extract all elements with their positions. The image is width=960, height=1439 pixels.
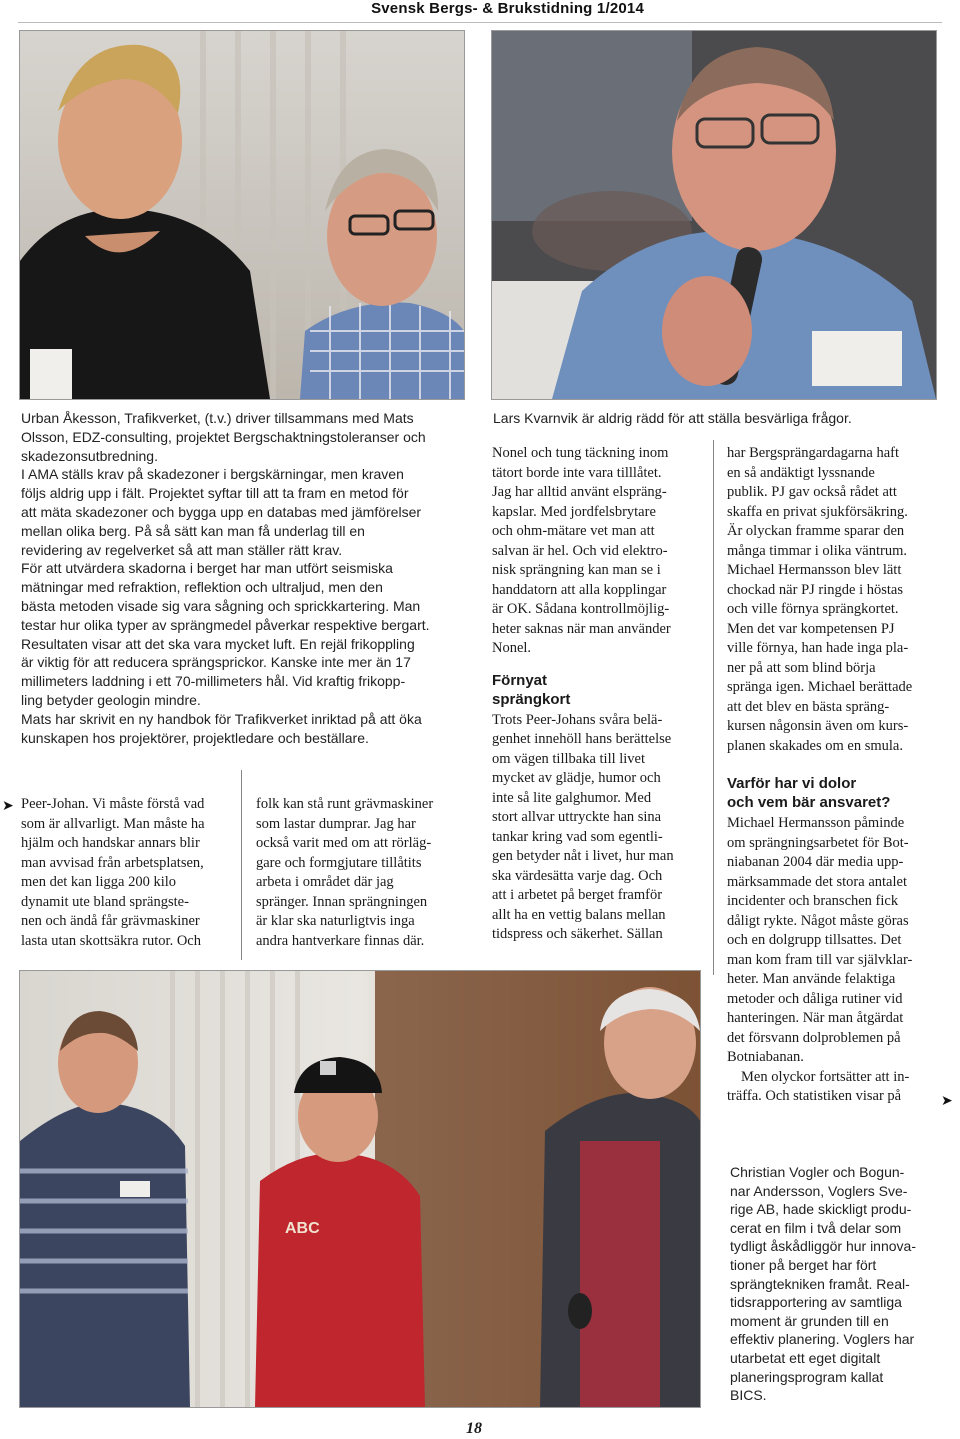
subheading-fornyat-sprangkort: Förnyat sprängkort xyxy=(492,671,571,708)
caption-top-right: Lars Kvarnvik är aldrig rädd för att ställa besvärliga frågor. xyxy=(493,410,852,426)
page-number: 18 xyxy=(466,1420,482,1437)
header-rule xyxy=(18,22,942,23)
article-column-3: Nonel och tung täckning inom tätort borde inte vara tilllåtet. Jag har alltid använt elspräng- kapslar. Med jordfelsbrytare och ohm-mätare vet man att salvan är hel. Och vid elektro- nisk sprängning kan man se i handdatorn att alla kopplingar är OK. Sådana kontrollmöjlig- heter saknas när man använder Nonel. Förnyat sprängkort Trots Peer-Johans svåra belä- genhet innehöll hans berättelse om vägen tillbaka till livet mycket av glädje, humor och inte så lite galghumor. Med stort allvar uttryckte han sina tankar kring vad som egentli- gen betyder nåt i livet, hur man ska värdesätta varje dag. Och att i arbetet på berget framför allt ha en vettig balans mellan tidspress och säkerhet. Sällan xyxy=(492,444,700,945)
svg-text:ABC: ABC xyxy=(285,1220,320,1237)
article-column-4: har Bergsprängardagarna haft en så andäktigt lyssnande publik. PJ gav också rådet att skaffa en privat sjukförsäkring. Är olyckan framme sparar den många timmar i olika väntrum. Michael Hermansson blev lätt chockad när PJ ringde i höstas och ville förnya sprängkortet. Men det var kompetensen PJ ville förnya, han hade inga pla- ner på att som blind börja spränga igen. Michael berättade att det blev en bästa spräng- kursen någonsin även om kurs- planen skakades om en smula. Varför har vi dolor och vem bär ansvaret? Michael Hermansson påminde om sprängningsarbetet för Bot- niabanan 2004 där media upp- märksammade det stora antalet incidenter och branschen fick dåligt rykte. Något måste göras och en dolgrupp tillsattes. Det man kom fram till var självklar- heter. Man använde felaktiga metoder och dåliga rutiner vid hanteringen. När man åtgärdat det försvann dolproblemen på Botniabanan. Men olyckor fortsätter att in- träffa. Och statistiken visar på xyxy=(727,444,935,1107)
photo-illustration xyxy=(20,31,464,399)
photo-bottom xyxy=(19,970,701,1408)
caption-bottom-right: Christian Vogler och Bogun- nar Andersson, Voglers Sve- rige AB, hade skickligt produ- cerat en film i två delar som tydligt åskådliggör hur innova- tioner på berget har fört sprängtekniken framåt. Real- tidsrapportering av samtliga moment är grunden till en effektiv planering. Voglers har utarbetat ett eget digitalt planeringsprogram kallat BICS. xyxy=(730,1164,916,1404)
column-divider xyxy=(241,770,242,960)
photo-top-right xyxy=(491,30,937,400)
column-divider xyxy=(713,440,714,975)
page-header xyxy=(0,0,960,22)
continued-arrow-icon: ➤ xyxy=(941,1094,953,1109)
photo-top-left xyxy=(19,30,465,400)
article-column-2: folk kan stå runt grävmaskiner som lastar dumprar. Jag har också varit med om att rörläg- gare och formgjutare tillåtits arbeta i området där jag spränger. Innan sprängningen är klar ska naturligtvis inga andra hantverkare finnas där. xyxy=(256,796,434,949)
publication-title: Svensk Bergs- & Brukstidning 1/2014 xyxy=(371,0,644,17)
subheading-varfor-dolor: Varför har vi dolor och vem bär ansvaret? xyxy=(727,775,891,811)
caption-top-left: Urban Åkesson, Trafikverket, (t.v.) driver tillsammans med Mats Olsson, EDZ-consulting, projektet Bergschaktningstoleranser och skadezonsutbredning. I AMA ställs krav på skadezoner i bergskärningar, men kraven följs aldrig upp i fält. Projektet syftar till att ta fram en metod för att mäta skadezoner och bygga upp en databas med jämförelser mellan olika berg. På så sätt kan man få underlag till en revidering av regelverket så att man ställer rätt krav. För att utvärdera skadorna i berget har man utfört seismiska mätningar med refraktion, reflektion och ultraljud, men den bästa metoden visade sig vara sågning och sprickkartering. Man testar hur olika typer av sprängmedel påverkar respektive bergart. Resultaten visar att det ska vara mycket luft. En rejäl frikoppling är viktig för att reducera sprängsprickor. Kanske inte mer än 17 millimeters laddning i ett 70-millimeters hål. Vid kraftig frikopp- ling betyder geologin mindre. Mats har skrivit en ny handbok för Trafikverket inriktad på att öka kunskapen hos projektörer, projektledare och beställare. xyxy=(21,410,430,746)
continued-arrow-icon: ➤ xyxy=(2,799,14,814)
photo-illustration xyxy=(492,31,936,399)
article-column-1: Peer-Johan. Vi måste förstå vad som är allvarligt. Man måste ha hjälm och handskar annars blir man avvisad från arbetsplatsen, men det kan ligga 200 kilo dynamit ute bland sprängste- nen och ändå får grävmaskiner lasta utan skottsäkra rutor. Och xyxy=(21,796,205,949)
photo-illustration xyxy=(20,971,700,1407)
